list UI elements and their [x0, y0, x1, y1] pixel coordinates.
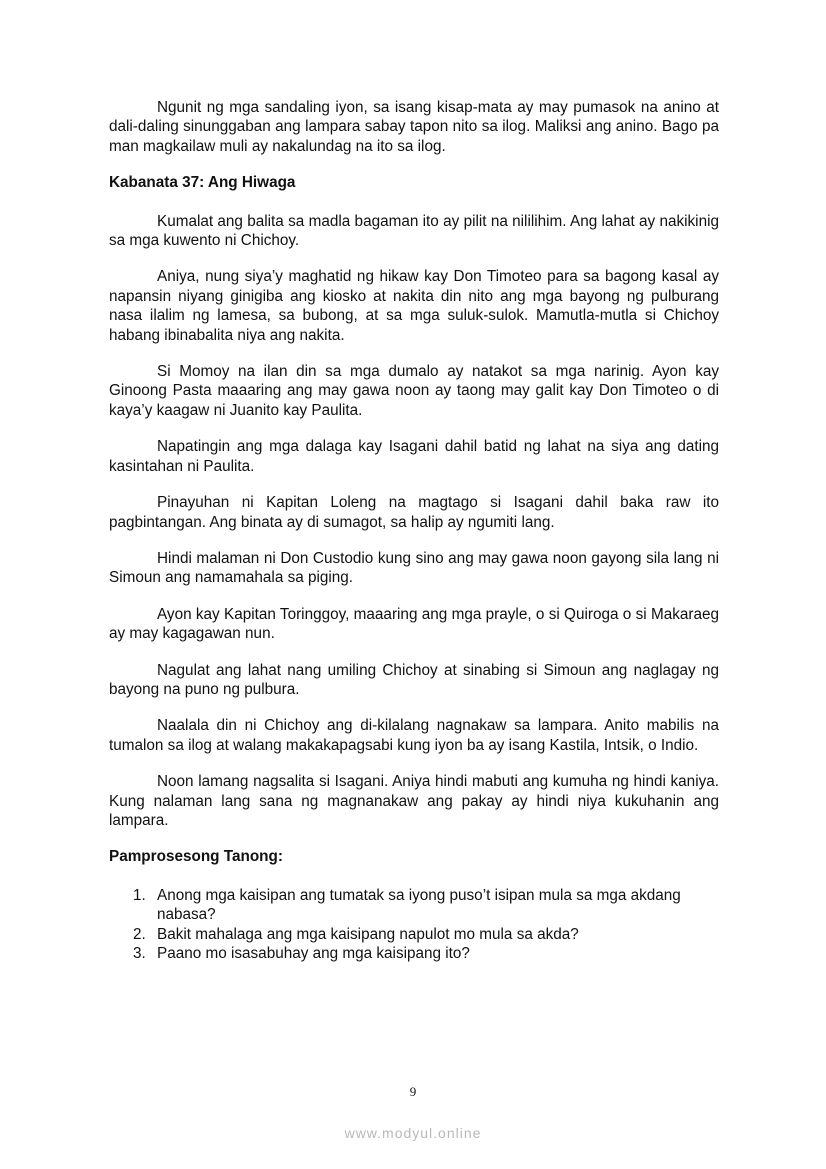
question-text: Anong mga kaisipan ang tumatak sa iyong puso’t isipan mula sa mga akdang nabasa? — [157, 886, 681, 924]
paragraph-7: Ayon kay Kapitan Toringgoy, maaaring ang mga prayle, o si Quiroga o si Makaraeg ay may kagagawan nun. — [109, 605, 719, 643]
paragraph-8: Nagulat ang lahat nang umiling Chichoy at sinabing si Simoun ang naglagay ng bayong na puno ng pulbura. — [109, 661, 719, 698]
paragraph-4: Napatingin ang mga dalaga kay Isagani dahil batid ng lahat na siya ang dating kasintahan ni Paulita. — [109, 438, 719, 475]
question-text: Bakit mahalaga ang mga kaisipang napulot mo mula sa akda? — [157, 925, 579, 943]
chapter-heading: Kabanata 37: Ang Hiwaga — [109, 174, 296, 192]
question-item — [109, 886, 719, 925]
question-number: 2. — [133, 925, 146, 943]
paragraph-5: Pinayuhan ni Kapitan Loleng na magtago si Isagani dahil baka raw ito pagbintangan. Ang binata ay di sumagot, sa halip ay ngumiti lang. — [109, 494, 719, 531]
paragraph-10: Noon lamang nagsalita si Isagani. Aniya hindi mabuti ang kumuha ng hindi kaniya. Kung nalaman lang sana ng magnanakaw ang pakay ay hindi niya kukuhanin ang lampara. — [109, 773, 719, 829]
paragraph-1: Kumalat ang balita sa madla bagaman ito ay pilit na nililihim. Ang lahat ay nakikinig sa mga kuwento ni Chichoy. — [109, 212, 719, 250]
question-item — [109, 944, 719, 963]
paragraph-3: Si Momoy na ilan din sa mga dumalo ay natakot sa mga narinig. Ayon kay Ginoong Pasta maaaring ang may gawa noon ay taong may galit kay Don Timoteo o di kaya’y kaagaw ni Juanito kay Paulita. — [109, 363, 719, 419]
paragraph-2: Aniya, nung siya’y maghatid ng hikaw kay Don Timoteo para sa bagong kasal ay napansin niyang ginigiba ang kiosko at nakita din nito ang mga bayong ng pulburang nasa ilalim ng lamesa, sa bubong, at sa mga suluk-sulok. Mamutla-mutla si Chichoy habang ibinabalita niya ang nakita. — [109, 268, 719, 344]
questions-heading: Pamprosesong Tanong: — [109, 848, 283, 866]
watermark: www.modyul.online — [344, 1125, 482, 1141]
question-number: 1. — [133, 886, 146, 904]
paragraph-6: Hindi malaman ni Don Custodio kung sino ang may gawa noon gayong sila lang ni Simoun ang namamahala sa piging. — [109, 549, 719, 587]
questions-list — [109, 886, 719, 964]
question-item — [109, 925, 719, 944]
document-body — [109, 98, 719, 963]
intro-paragraph: Ngunit ng mga sandaling iyon, sa isang kisap-mata ay may pumasok na anino at dali-daling sinunggaban ang lampara sabay tapon nito sa ilog. Maliksi ang anino. Bago pa man magkailaw muli ay nakalundag na ito sa ilog. — [109, 99, 719, 155]
question-number: 3. — [133, 945, 146, 962]
page-number: 9 — [409, 1084, 417, 1099]
question-text: Paano mo isasabuhay ang mga kaisipang ito? — [157, 945, 470, 962]
paragraph-9: Naalala din ni Chichoy ang di-kilalang nagnakaw sa lampara. Anito mabilis na tumalon sa ilog at walang makakapagsabi kung iyon ba ay isang Kastila, Intsik, o Indio. — [109, 717, 719, 754]
